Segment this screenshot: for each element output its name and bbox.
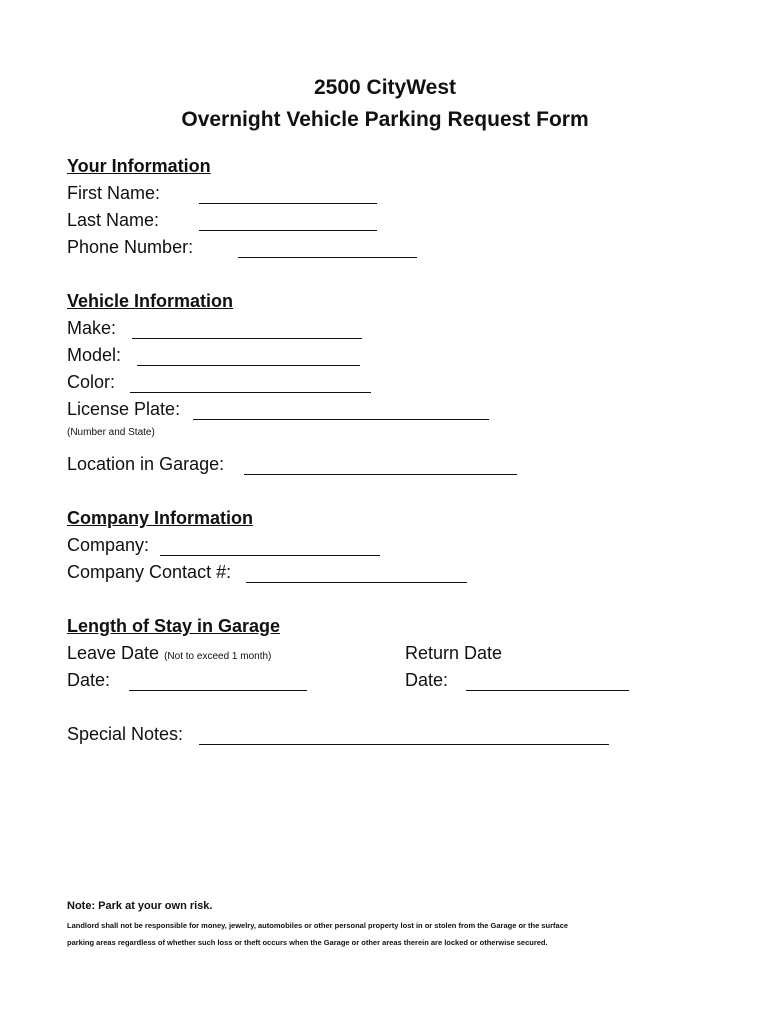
make-label: Make: (67, 318, 117, 338)
leave-date-field-label: Date: (67, 670, 111, 690)
model-field[interactable] (137, 365, 360, 366)
location-in-garage-label: Location in Garage: (67, 454, 225, 474)
return-date-field[interactable] (466, 690, 629, 691)
first-name-field[interactable] (199, 203, 377, 204)
leave-date-text: Leave Date (67, 643, 160, 663)
disclaimer-line1: Landlord shall not be responsible for money, jewelry, automobiles or other personal property lost in or stolen from the Garage or the surface (67, 921, 569, 930)
leave-date-label (67, 643, 271, 664)
company-contact-field[interactable] (246, 582, 467, 583)
return-date-field-label: Date: (405, 670, 449, 690)
return-date-label: Return Date (405, 643, 503, 663)
leave-date-field[interactable] (129, 690, 307, 691)
your-information-heading: Your Information (67, 156, 211, 176)
special-notes-field[interactable] (199, 744, 609, 745)
last-name-field[interactable] (199, 230, 377, 231)
form-title-line1: 2500 CityWest (313, 76, 457, 99)
company-label: Company: (67, 535, 150, 555)
color-field[interactable] (130, 392, 371, 393)
location-in-garage-field[interactable] (244, 474, 517, 475)
form-title-line2: Overnight Vehicle Parking Request Form (181, 108, 589, 131)
license-plate-hint: (Number and State) (67, 427, 155, 438)
length-of-stay-heading: Length of Stay in Garage (67, 616, 281, 636)
first-name-label: First Name: (67, 183, 161, 203)
note-title: Note: Park at your own risk. (67, 900, 213, 912)
leave-date-hint: (Not to exceed 1 month) (164, 651, 272, 662)
phone-number-field[interactable] (238, 257, 417, 258)
model-label: Model: (67, 345, 122, 365)
license-plate-field[interactable] (193, 419, 489, 420)
vehicle-information-heading: Vehicle Information (67, 291, 234, 311)
disclaimer-line2: parking areas regardless of whether such loss or theft occurs when the Garage or other areas therein are locked or otherwise secured. (67, 938, 548, 947)
last-name-label: Last Name: (67, 210, 160, 230)
company-information-heading: Company Information (67, 508, 254, 528)
company-contact-label: Company Contact #: (67, 562, 232, 582)
special-notes-label: Special Notes: (67, 724, 184, 744)
phone-number-label: Phone Number: (67, 237, 194, 257)
make-field[interactable] (132, 338, 362, 339)
license-plate-label: License Plate: (67, 399, 181, 419)
company-field[interactable] (160, 555, 380, 556)
color-label: Color: (67, 372, 116, 392)
